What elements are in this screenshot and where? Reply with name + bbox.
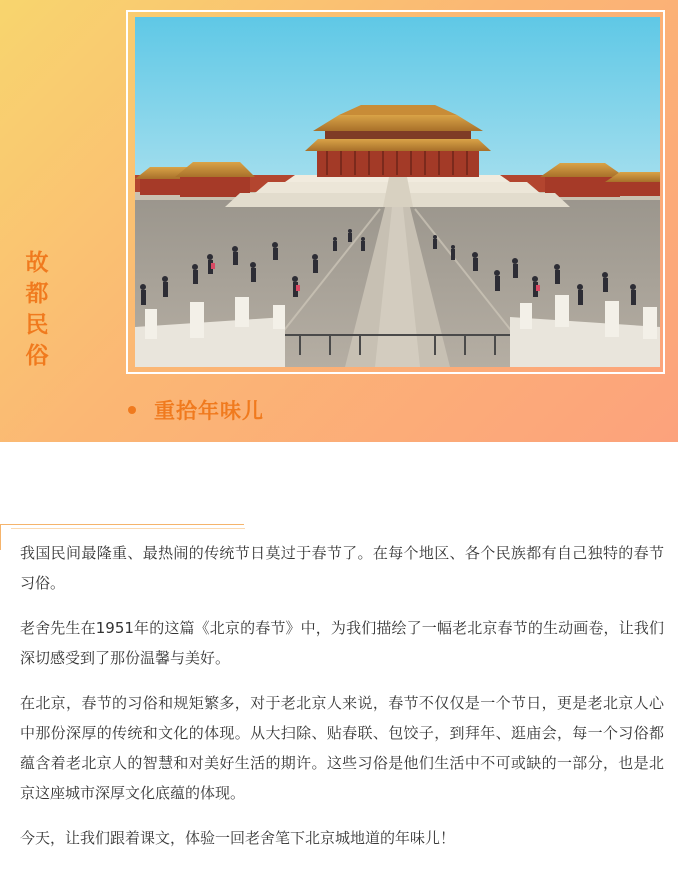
subtitle: 重拾年味儿: [154, 399, 264, 423]
vertical-title-char: 俗: [25, 343, 49, 369]
article-body: [20, 538, 664, 868]
vertical-title-char: 都: [25, 281, 49, 307]
paragraph: 在北京，春节的习俗和规矩繁多，对于老北京人来说，春节不仅仅是一个节日，更是老北京人心中那份深厚的传统和文化的体现。从大扫除、贴春联、包饺子，到拜年、逛庙会，每一个习俗都蕴含着老北京人的智慧和对美好生活的期许。这些习俗是他们生活中不可或缺的一部分，也是北京这座城市深厚文化底蕴的体现。: [20, 694, 664, 802]
header-banner: [0, 0, 678, 442]
subtitle-row: [126, 392, 264, 428]
vertical-title: [22, 248, 52, 372]
forbidden-city-photo: [135, 17, 660, 367]
paragraph: 老舍先生在1951年的这篇《北京的春节》中，为我们描绘了一幅老北京春节的生动画卷，让我们深切感受到了那份温馨与美好。: [20, 619, 664, 667]
paragraph: 我国民间最隆重、最热闹的传统节日莫过于春节了。在每个地区、各个民族都有自己独特的春节习俗。: [20, 544, 664, 592]
vertical-title-char: 故: [25, 250, 49, 276]
vertical-title-char: 民: [25, 312, 49, 338]
bullet-dot-icon: [128, 406, 136, 414]
paragraph: 今天，让我们跟着课文，体验一回老舍笔下北京城地道的年味儿！: [20, 829, 456, 847]
